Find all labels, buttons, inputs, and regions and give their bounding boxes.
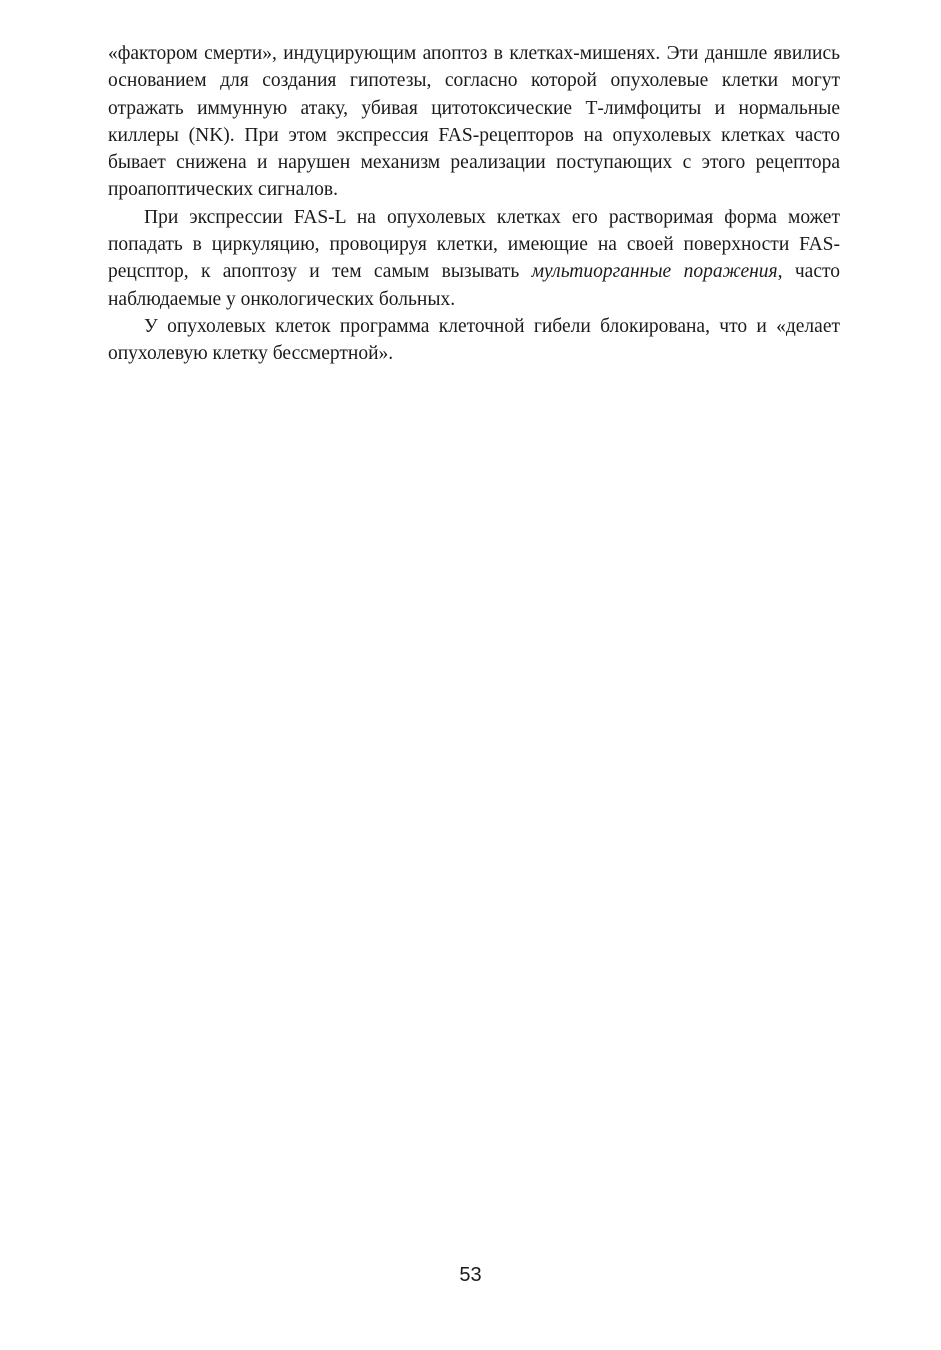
page-number: 53 [459,1264,482,1286]
paragraph-1: «фактором смерти», индуцирующим апоптоз в клетках-мишенях. Эти даншле явились основанием для создания гипотезы, согласно которой опухолевые клетки могут отражать иммунную атаку, убивая цитотоксические Т-лимфоциты и нормальные киллеры (NK). При этом экспрессия FAS-рецепторов на опухолевых клетках часто бывает снижена и нарушен механизм реализации поступающих с этого рецептора проапоптических сигналов. [108,43,840,201]
paragraph-3: У опухолевых клеток программа клеточной гибели блокирована, что и «делает опухолевую клетку бессмертной». [108,315,840,365]
body-text [108,40,840,368]
paragraph-2-italic-term: мультиорганные поражения [531,261,778,283]
paragraph-2-text-end: , часто наблюдаемые у онкологических больных. [108,261,840,310]
paragraph-2 [108,204,840,313]
paragraph-2-text-start: При экспрессии FAS-L на опухолевых клетках его растворимая форма может попадать в циркуляцию, провоцируя клетки, имеющие на своей поверхности FAS-рецсптор, к апоптозу и тем самым вызывать [108,206,840,283]
